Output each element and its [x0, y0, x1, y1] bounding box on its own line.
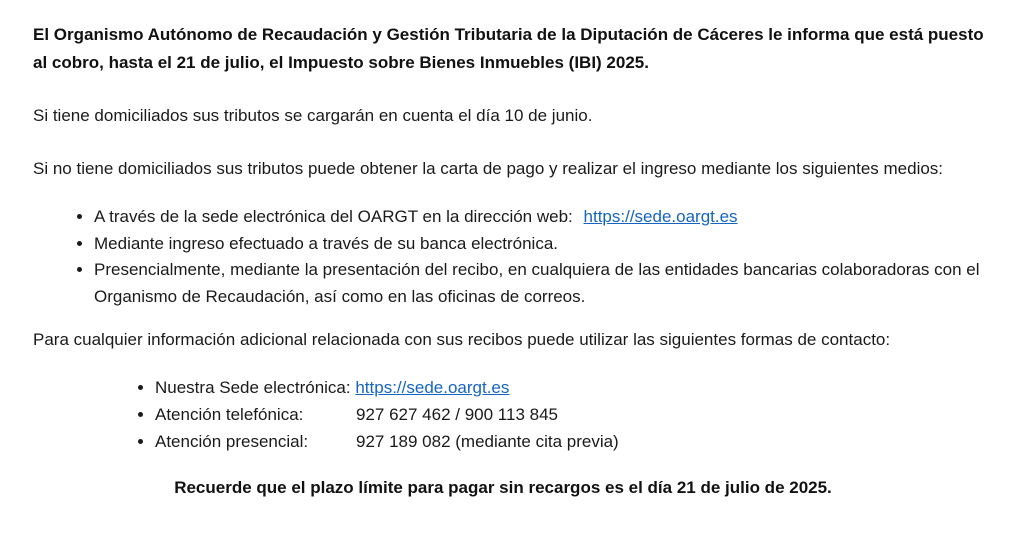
list-item — [94, 231, 993, 258]
contact-phone-label: Atención telefónica: — [155, 405, 304, 424]
payment-method-in-person-text: Presencialmente, mediante la presentación del recibo, en cualquiera de las entidades bancarias colaboradoras con el Organismo de Recaudación, así como en las oficinas de correos. — [94, 260, 980, 306]
list-item — [94, 257, 993, 310]
list-item — [155, 428, 993, 455]
contact-sede-label: Nuestra Sede electrónica: — [155, 378, 351, 397]
payment-method-web-text: A través de la sede electrónica del OARGT en la dirección web: — [94, 207, 573, 226]
contact-in-person-value: 927 189 082 (mediante cita previa) — [356, 432, 619, 451]
contact-sede-link[interactable]: https://sede.oargt.es — [355, 378, 510, 397]
not-domiciled-paragraph: Si no tiene domiciliados sus tributos puede obtener la carta de pago y realizar el ingreso mediante los siguientes medios: — [33, 159, 944, 178]
contact-intro-paragraph: Para cualquier información adicional relacionada con sus recibos puede utilizar las siguientes formas de contacto: — [33, 330, 891, 349]
closing-reminder: Recuerde que el plazo límite para pagar sin recargos es el día 21 de julio de 2025. — [174, 478, 832, 497]
sede-electronica-link[interactable]: https://sede.oargt.es — [583, 207, 738, 226]
contact-list — [33, 374, 993, 455]
list-item — [155, 374, 993, 401]
contact-phone-value: 927 627 462 / 900 113 845 — [356, 405, 558, 424]
list-item — [155, 401, 993, 428]
domiciled-paragraph: Si tiene domiciliados sus tributos se cargarán en cuenta el día 10 de junio. — [33, 106, 593, 125]
payment-method-online-banking-text: Mediante ingreso efectuado a través de su banca electrónica. — [94, 233, 559, 253]
payment-methods-list — [33, 204, 993, 310]
contact-in-person-label: Atención presencial: — [155, 432, 309, 451]
intro-heading: El Organismo Autónomo de Recaudación y Gestión Tributaria de la Diputación de Cáceres le informa que está puesto al cobro, hasta el 21 de julio, el Impuesto sobre Bienes Inmuebles (IBI) 2025. — [33, 25, 984, 72]
list-item — [94, 204, 993, 231]
